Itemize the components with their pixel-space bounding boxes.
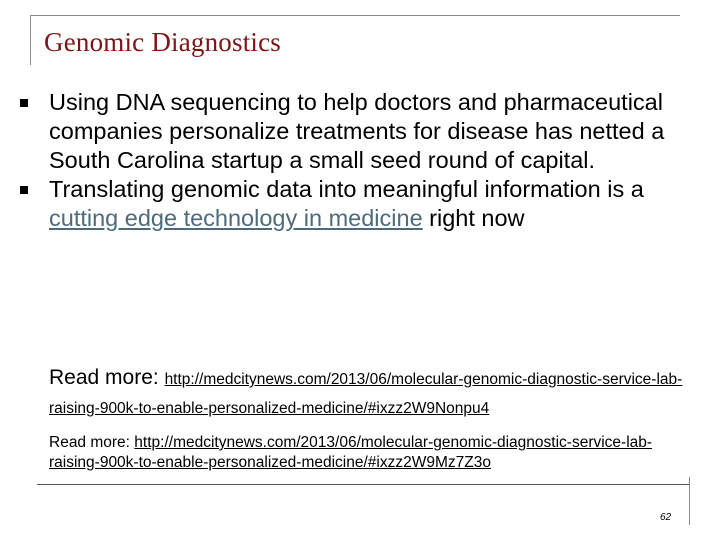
bullet-item (20, 175, 700, 233)
bullet-list (20, 88, 700, 233)
bullet-text (49, 175, 717, 233)
square-bullet-icon (20, 186, 28, 194)
read-more-line-1 (49, 363, 699, 423)
square-bullet-icon (20, 99, 28, 107)
title-divider-top (30, 15, 680, 16)
title-divider-left (30, 15, 31, 65)
bullet-item (20, 88, 700, 175)
cutting-edge-technology-link[interactable]: cutting edge technology in medicine (49, 205, 423, 231)
read-more-label: Read more: (49, 366, 165, 389)
read-more-line-2 (49, 433, 699, 473)
bullet-text-before-link: Translating genomic data into meaningful information is a (49, 176, 644, 202)
page-number: 62 (660, 512, 672, 523)
bottom-divider (37, 484, 689, 485)
slide-title: Genomic Diagnostics (44, 27, 282, 57)
read-more-link-2[interactable]: http://medcitynews.com/2013/06/molecular-genomic-diagnostic-service-lab-raising-900k-to-enable-personalized-medicine/#ixzz2W9Mz7Z3o (49, 434, 653, 471)
bullet-text: Using DNA sequencing to help doctors and pharmaceutical companies personalize treatments for disease has netted a South Carolina startup a small seed round of capital. (49, 89, 665, 173)
read-more-label: Read more: (49, 434, 135, 451)
read-more-link-1[interactable]: http://medcitynews.com/2013/06/molecular-genomic-diagnostic-service-lab-raising-900k-to-enable-personalized-medicine/#ixzz2W9Nonpu4 (49, 371, 683, 417)
bottom-divider-right (689, 477, 690, 525)
bullet-text-after-link: right now (422, 205, 525, 231)
